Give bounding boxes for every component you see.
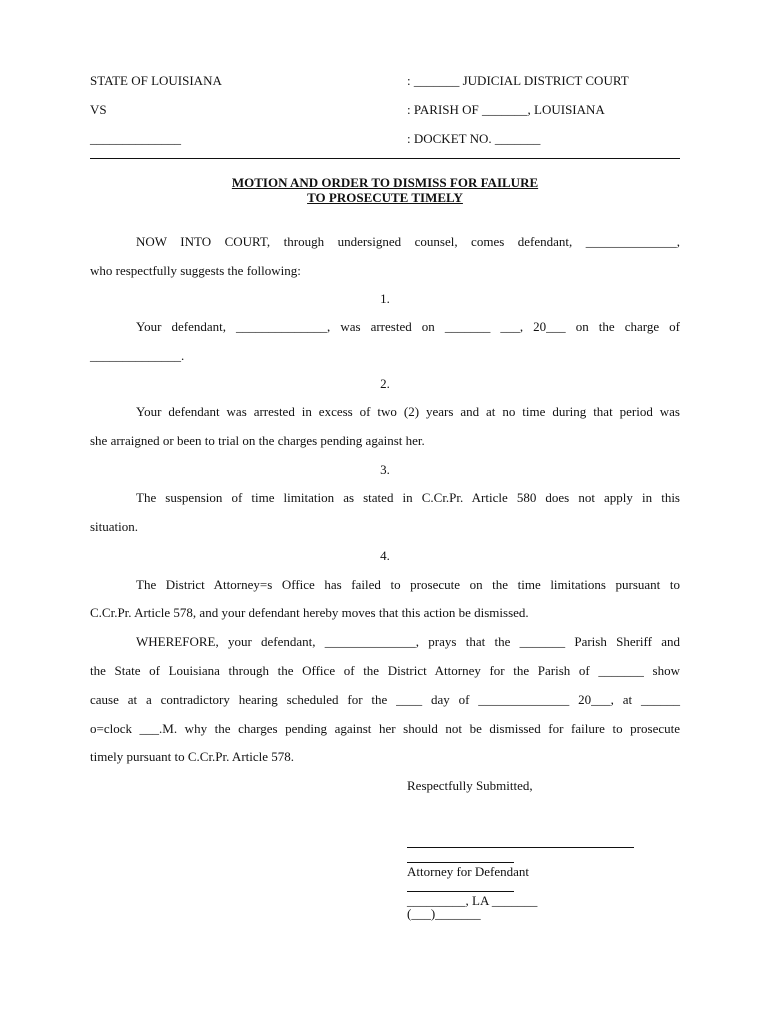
paragraph-number-4: 4.	[380, 548, 390, 563]
wherefore-line5: timely pursuant to C.Cr.Pr. Article 578.	[90, 749, 295, 764]
caption-court: : _______ JUDICIAL DISTRICT COURT	[407, 73, 629, 88]
caption-state: STATE OF LOUISIANA	[90, 73, 222, 88]
wherefore-line4: o=clock ___.M. why the charges pending against her should not be dismissed for failure to prosecute	[90, 721, 680, 736]
paragraph-number-2: 2.	[380, 376, 390, 391]
signature-role: Attorney for Defendant	[407, 864, 530, 879]
paragraph-number-3: 3.	[380, 462, 390, 477]
wherefore-line2: the State of Louisiana through the Office of the District Attorney for the Parish of _______ show	[90, 663, 680, 678]
paragraph-2-line1: Your defendant was arrested in excess of two (2) years and at no time during that period was	[136, 404, 680, 419]
paragraph-4-line1: The District Attorney=s Office has failed to prosecute on the time limitations pursuant to	[136, 577, 680, 592]
caption-docket: : DOCKET NO. _______	[407, 131, 541, 146]
wherefore-line3: cause at a contradictory hearing scheduled for the ____ day of ______________ 20___, at ______	[90, 692, 680, 707]
paragraph-3-line2: situation.	[90, 519, 139, 534]
intro-line2: who respectfully suggests the following:	[90, 263, 301, 278]
signature-name-line	[407, 862, 514, 863]
document-title-line2: TO PROSECUTE TIMELY	[307, 190, 463, 205]
wherefore-line1: WHEREFORE, your defendant, ______________, prays that the _______ Parish Sheriff and	[136, 634, 680, 649]
paragraph-3-line1: The suspension of time limitation as stated in C.Cr.Pr. Article 580 does not apply in this	[136, 490, 680, 505]
caption-vs: VS	[90, 102, 107, 117]
paragraph-1-line2: ______________.	[90, 348, 185, 363]
signature-phone-line: (___)_______	[407, 906, 481, 921]
intro-line1: NOW INTO COURT, through undersigned counsel, comes defendant, ______________,	[136, 234, 680, 249]
paragraph-1-line1: Your defendant, ______________, was arrested on _______ ___, 20___ on the charge of	[136, 319, 680, 334]
paragraph-4-line2: C.Cr.Pr. Article 578, and your defendant hereby moves that this action be dismissed.	[90, 605, 529, 620]
paragraph-2-line2: she arraigned or been to trial on the charges pending against her.	[90, 433, 425, 448]
signature-address-line	[407, 891, 514, 892]
signature-line	[407, 847, 634, 848]
paragraph-number-1: 1.	[380, 291, 390, 306]
caption-defendant-blank: ______________	[90, 131, 181, 146]
signature-city-line: _________, LA _______	[407, 893, 538, 908]
caption-parish: : PARISH OF _______, LOUISIANA	[407, 102, 605, 117]
signature-closing: Respectfully Submitted,	[407, 778, 533, 793]
document-title-line1: MOTION AND ORDER TO DISMISS FOR FAILURE	[231, 175, 539, 190]
caption-divider	[90, 158, 680, 159]
